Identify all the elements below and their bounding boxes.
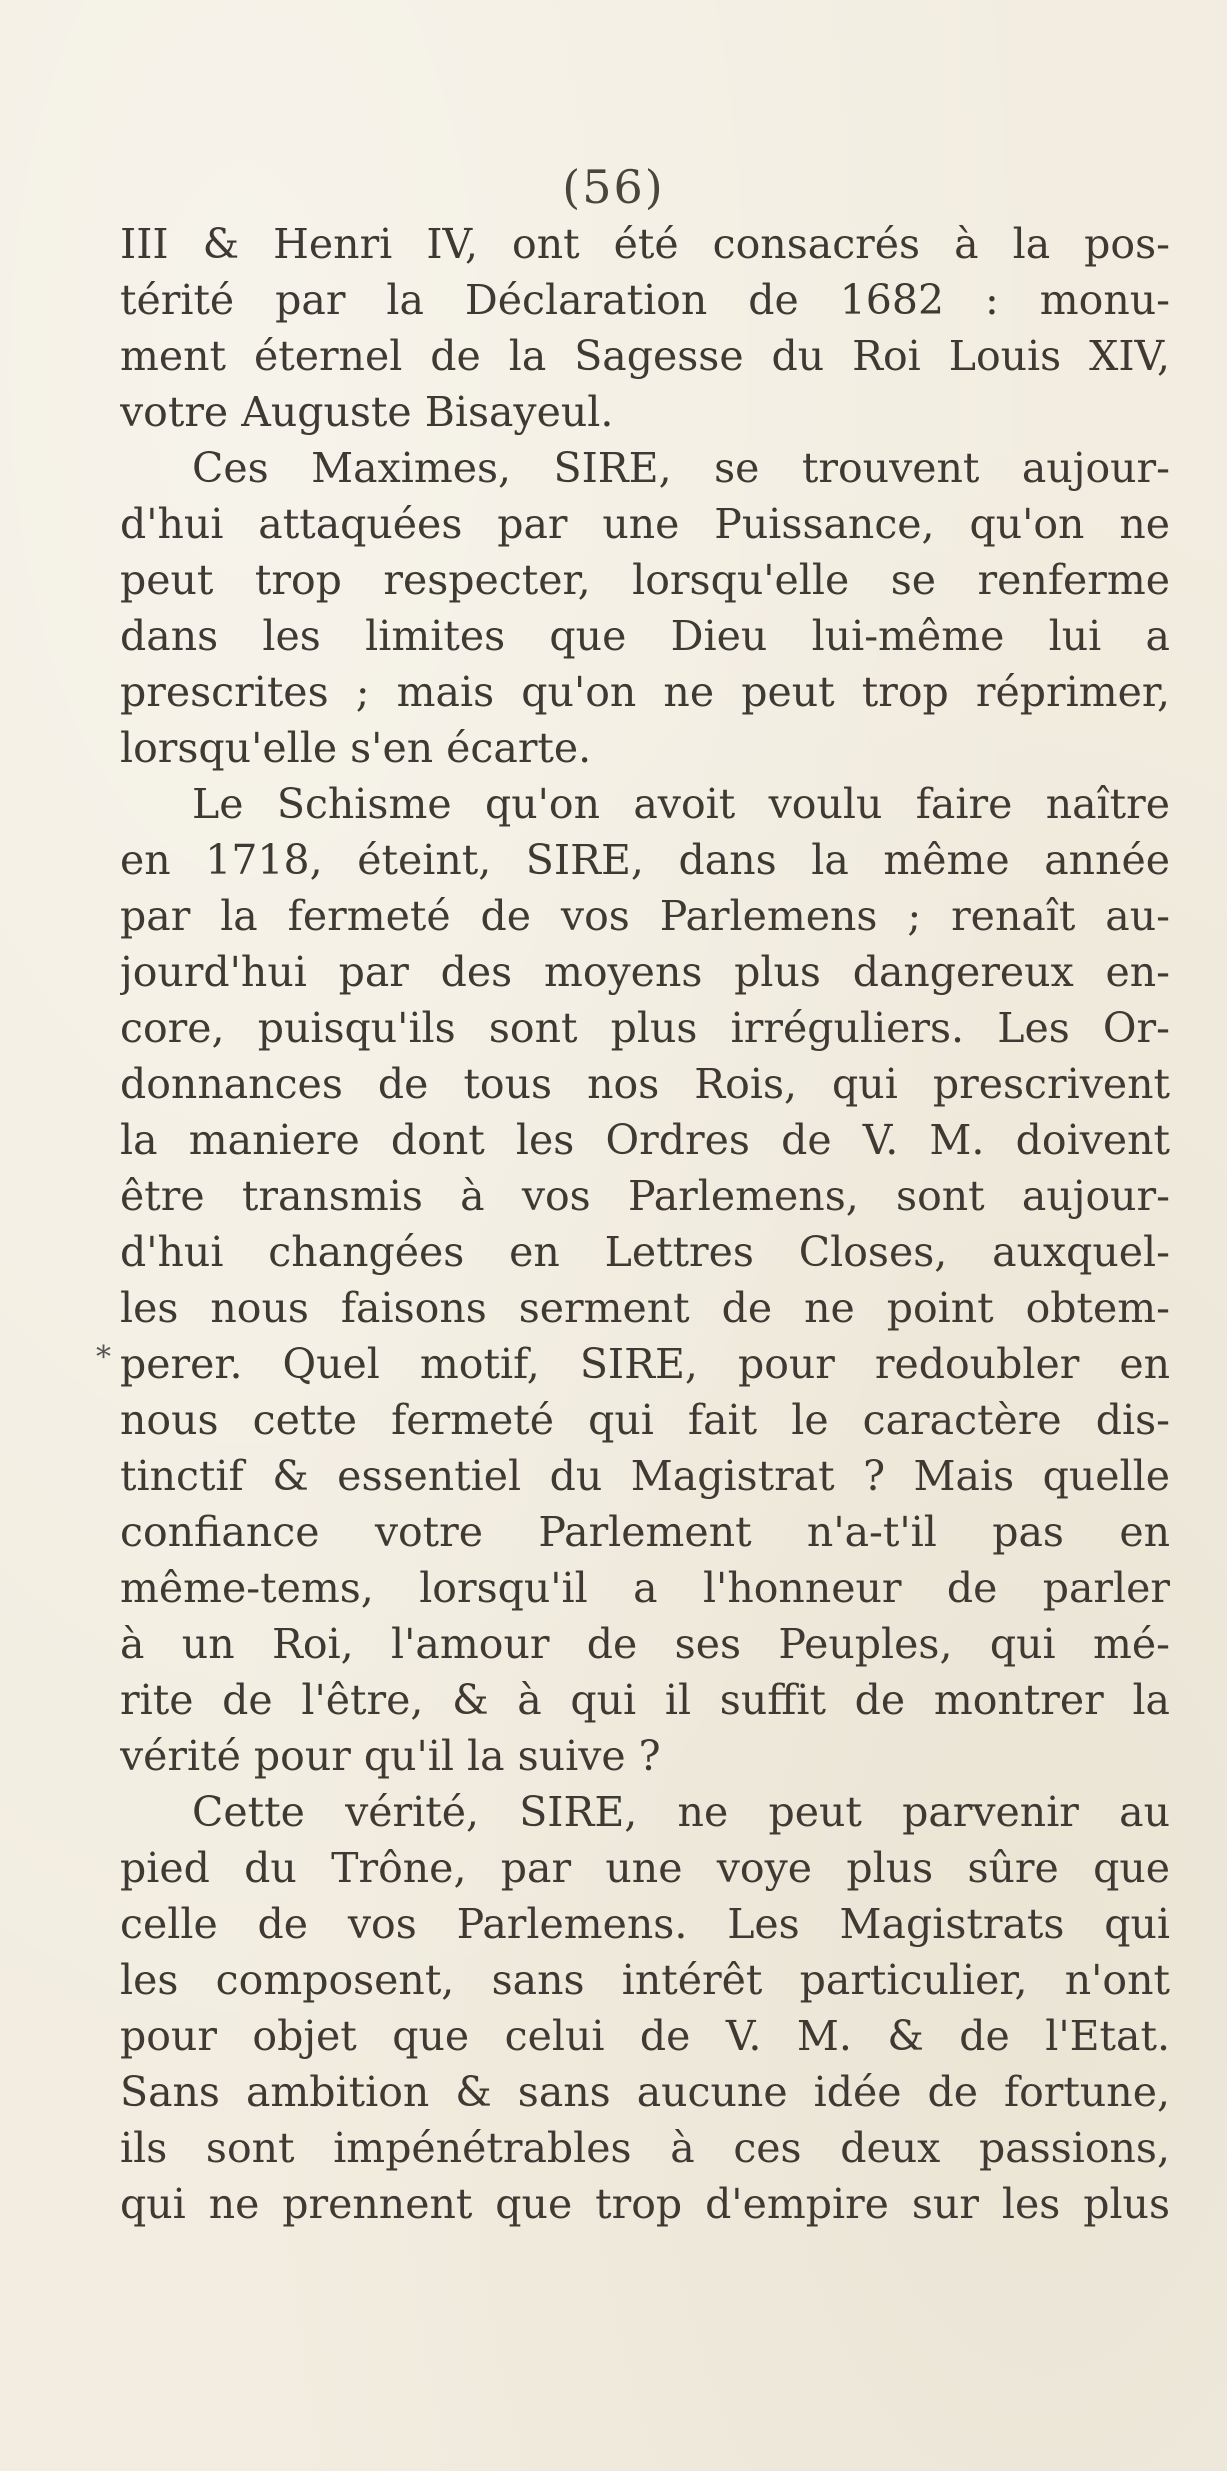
text-line: votre Auguste Bisayeul. xyxy=(120,388,614,436)
text-line: d'hui changées en Lettres Closes, auxquel- xyxy=(120,1228,1170,1276)
text-line: être transmis à vos Parlemens, sont aujour- xyxy=(120,1172,1170,1220)
text-line: la maniere dont les Ordres de V. M. doivent xyxy=(120,1116,1170,1164)
text-line: pour objet que celui de V. M. & de l'Etat. xyxy=(120,2012,1170,2060)
text-line: en 1718, éteint, SIRE, dans la même année xyxy=(120,836,1170,884)
text-line: tinctif & essentiel du Magistrat ? Mais quelle xyxy=(120,1452,1170,1500)
text-line: Le Schisme qu'on avoit voulu faire naître xyxy=(192,780,1170,828)
text-line: même-tems, lorsqu'il a l'honneur de parler xyxy=(120,1564,1170,1612)
text-line: térité par la Déclaration de 1682 : monu- xyxy=(120,276,1170,324)
text-line: dans les limites que Dieu lui-même lui a xyxy=(120,612,1170,660)
text-line: d'hui attaquées par une Puissance, qu'on ne xyxy=(120,500,1170,548)
text-line: pied du Trône, par une voye plus sûre que xyxy=(120,1844,1170,1892)
text-line: confiance votre Parlement n'a-t'il pas en xyxy=(120,1508,1170,1556)
text-line: core, puisqu'ils sont plus irréguliers. Les Or- xyxy=(120,1004,1170,1052)
text-line: Ces Maximes, SIRE, se trouvent aujour- xyxy=(192,444,1170,492)
text-line: jourd'hui par des moyens plus dangereux en- xyxy=(120,948,1170,996)
text-line: III & Henri IV, ont été consacrés à la pos- xyxy=(120,220,1170,268)
text-line: ils sont impénétrables à ces deux passions, xyxy=(120,2124,1170,2172)
text-line: qui ne prennent que trop d'empire sur les plus xyxy=(120,2180,1170,2228)
text-line: vérité pour qu'il la suive ? xyxy=(120,1732,661,1780)
text-line: les nous faisons serment de ne point obtem- xyxy=(120,1284,1170,1332)
text-line: donnances de tous nos Rois, qui prescrivent xyxy=(120,1060,1170,1108)
text-line: perer. Quel motif, SIRE, pour redoubler en xyxy=(120,1340,1170,1388)
body-text xyxy=(120,216,1170,2232)
text-line: Cette vérité, SIRE, ne peut parvenir au xyxy=(192,1788,1170,1836)
text-line: nous cette fermeté qui fait le caractère dis- xyxy=(120,1396,1170,1444)
text-line: Sans ambition & sans aucune idée de fortune, xyxy=(120,2068,1170,2116)
text-line: à un Roi, l'amour de ses Peuples, qui mé- xyxy=(120,1620,1170,1668)
page-number: (56) xyxy=(562,160,665,214)
text-line: celle de vos Parlemens. Les Magistrats qui xyxy=(120,1900,1170,1948)
text-line: les composent, sans intérêt particulier, n'ont xyxy=(120,1956,1170,2004)
text-line: ment éternel de la Sagesse du Roi Louis XIV, xyxy=(120,332,1170,380)
text-line: par la fermeté de vos Parlemens ; renaît au- xyxy=(120,892,1170,940)
margin-asterisk: * xyxy=(96,1340,111,1375)
text-line: rite de l'être, & à qui il suffit de montrer la xyxy=(120,1676,1170,1724)
text-line: lorsqu'elle s'en écarte. xyxy=(120,724,592,772)
text-line: prescrites ; mais qu'on ne peut trop réprimer, xyxy=(120,668,1170,716)
text-line: peut trop respecter, lorsqu'elle se renferme xyxy=(120,556,1170,604)
